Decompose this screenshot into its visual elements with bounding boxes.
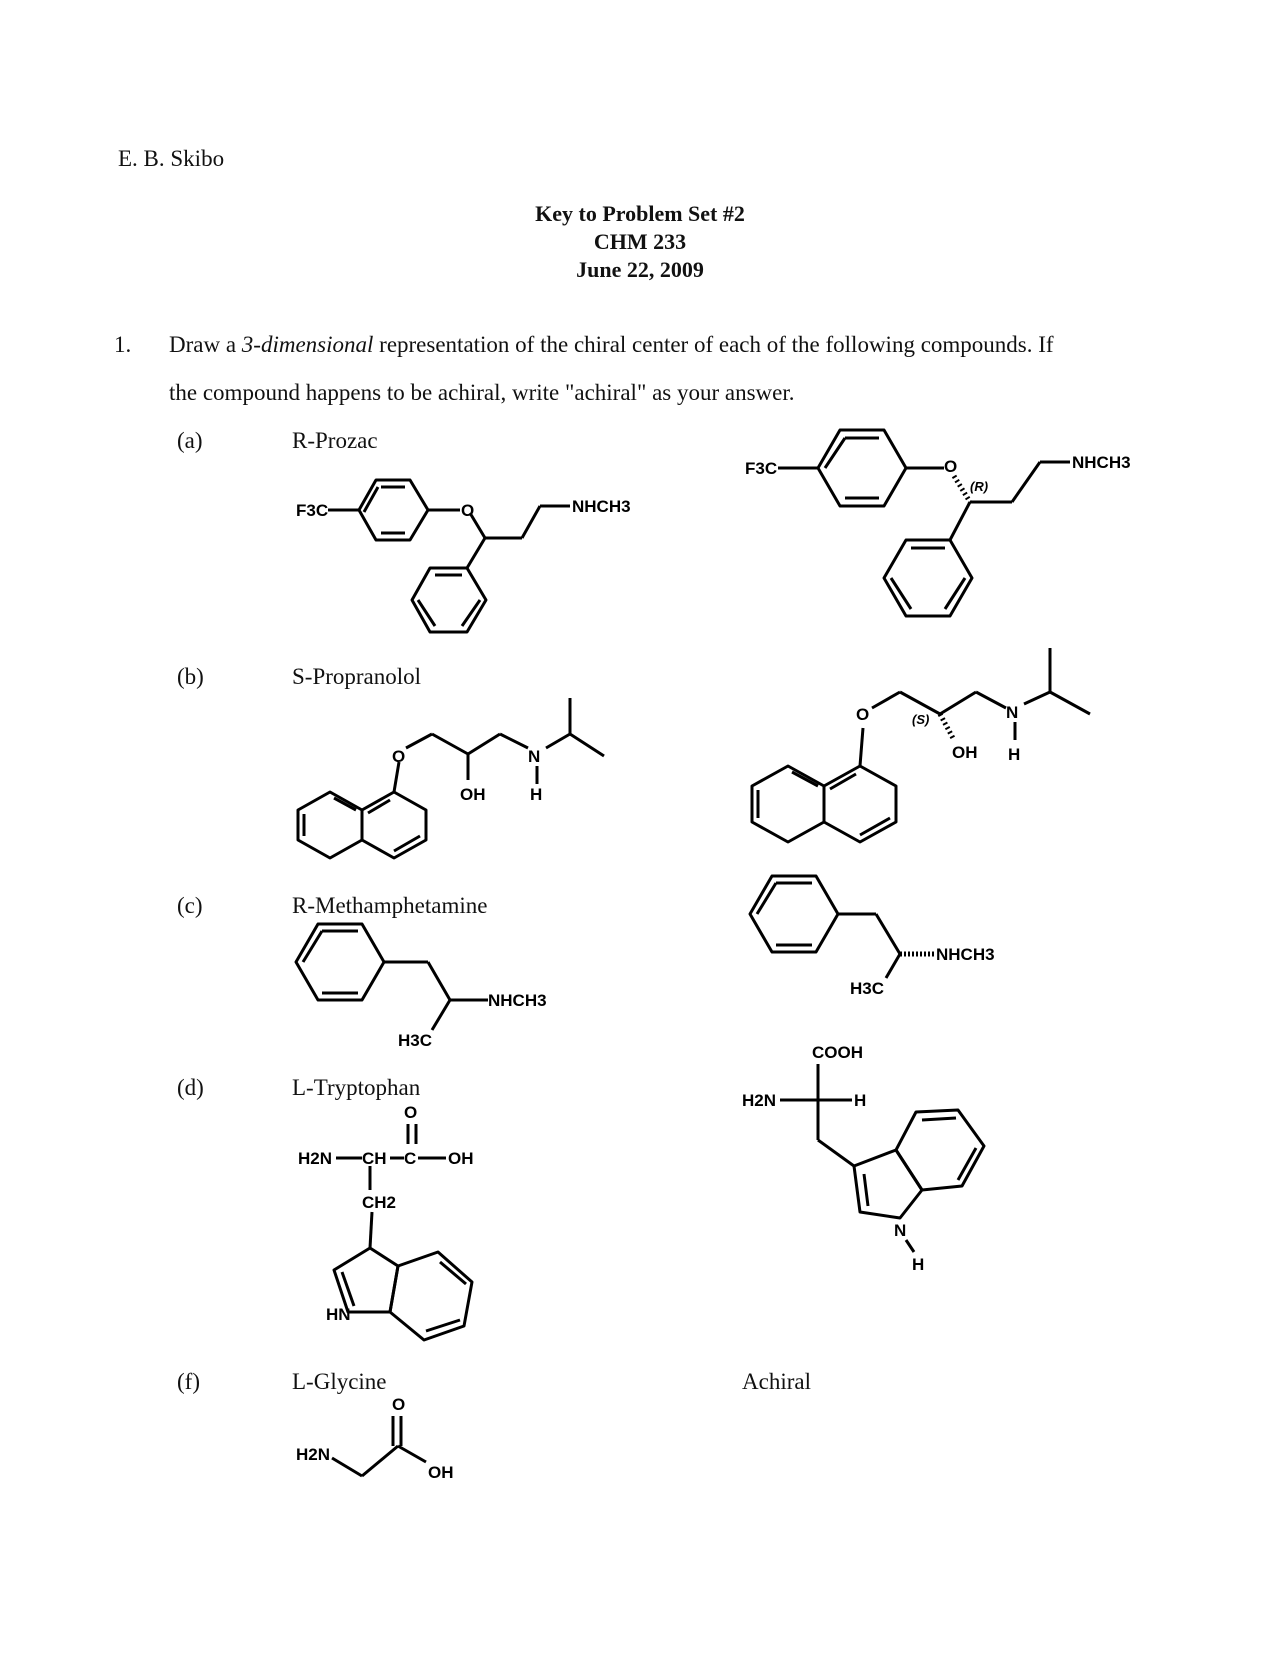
gly-h2n-label: H2N [296,1445,331,1464]
propranolol-s-label: (S) [912,712,930,727]
item-letter-f: (f) [177,1369,200,1394]
trp-ans-h-label: H [854,1091,867,1110]
propranolol-ans-n-label: N [1006,703,1019,722]
item-letter-d: (d) [177,1075,204,1100]
propranolol-o-label: O [392,747,406,766]
prozac-o-label: O [461,501,475,520]
prozac-ans-f3c-label: F3C [745,459,778,478]
trp-hn-label: HN [326,1305,351,1324]
trp-ans-nh-label: H [912,1255,925,1274]
meth-ans-h3c-label: H3C [850,979,885,998]
trp-c-label: C [404,1149,417,1168]
propranolol-oh-label: OH [460,785,486,804]
meth-ans-nhch3-label: NHCH3 [936,945,995,964]
doc-title: Key to Problem Set #2 [535,201,745,226]
item-name-c: R-Methamphetamine [292,893,488,918]
prozac-r-label: (R) [970,479,989,494]
prozac-f3c-label: F3C [296,501,329,520]
item-name-b: S-Propranolol [292,664,422,689]
prozac-ans-nhch3-label: NHCH3 [1072,453,1131,472]
answer-f-achiral: Achiral [742,1369,811,1394]
question-text-b: representation of the chiral center of each of the following compounds. If [373,332,1054,357]
item-letter-b: (b) [177,664,204,689]
propranolol-ans-o-label: O [856,705,870,724]
trp-o-label: O [404,1103,418,1122]
trp-ans-h2n-label: H2N [742,1091,777,1110]
prozac-nhch3-label: NHCH3 [572,497,631,516]
item-letter-c: (c) [177,893,203,918]
propranolol-ans-h-label: H [1008,745,1021,764]
question-text-emph: 3-dimensional [241,332,374,357]
prozac-ans-o-label: O [944,457,958,476]
trp-ch2-label: CH2 [362,1193,397,1212]
trp-ans-cooh-label: COOH [812,1043,863,1062]
gly-oh-label: OH [428,1463,454,1482]
propranolol-ans-oh-label: OH [952,743,978,762]
trp-ch-label: CH [362,1149,387,1168]
propranolol-h-label: H [530,785,543,804]
gly-o-label: O [392,1395,406,1414]
question-text-line2: the compound happens to be achiral, write "achiral" as your answer. [169,380,795,405]
item-name-d: L-Tryptophan [292,1075,421,1100]
meth-nhch3-label: NHCH3 [488,991,547,1010]
question-text-a: Draw a [169,332,242,357]
trp-ans-n-label: N [894,1221,907,1240]
question-number: 1. [114,332,132,357]
doc-date: June 22, 2009 [576,257,704,282]
author-name: E. B. Skibo [118,146,225,171]
meth-h3c-label: H3C [398,1031,433,1050]
course-code: CHM 233 [593,229,687,254]
trp-oh-label: OH [448,1149,474,1168]
propranolol-n-label: N [528,747,541,766]
trp-h2n-label: H2N [298,1149,333,1168]
item-name-a: R-Prozac [292,428,378,453]
item-letter-a: (a) [177,428,203,453]
item-name-f: L-Glycine [292,1369,387,1394]
